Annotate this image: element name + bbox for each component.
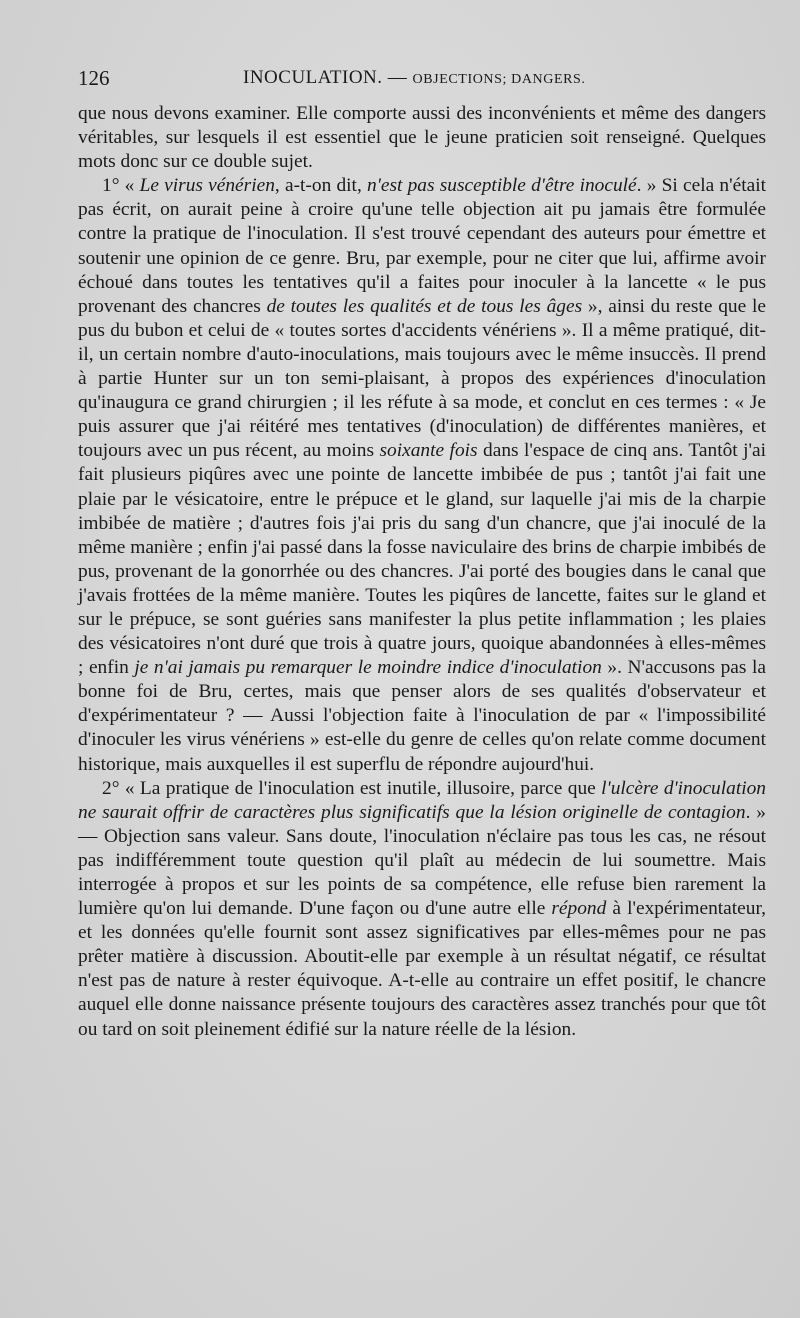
text-run: dans l'espace de cinq ans. Tantôt j'ai fait plusieurs piqûres avec une pointe de lancette imbibée de pus ; tantôt j'ai fait une plaie par le vésicatoire, entre le prépuce et le gland, sur laquelle j'ai mis de la charpie imbibée de matière ; d'autres fois j'ai pris du sang d'un chancre, que j'ai inoculé de la même manière ; enfin j'ai passé dans la fosse naviculaire des brins de charpie imbibés de pus, provenant de la gonorrhée ou des chancres. J'ai porté des bougies dans le canal que j'avais frottées de la même manière. Toutes les piqûres de lancette, faites sur le gland et sur le prépuce, se sont guéries sans manifester la plus petite inflammation ; les plaies des vésicatoires n'ont duré que trois à quatre jours, quoique abandonnées à elles-mêmes ; enfin (78, 440, 766, 679)
text-run: . » — Objection sans valeur. Sans doute, l'inoculation n'éclaire pas tous les cas, ne résout pas indifféremment toute question qu'il plaît au médecin de lui soumettre. Mais interrogée à propos et sur les points de sa compétence, elle refuse bien rarement la lumière qu'on lui demande. D'une façon ou d'une autre elle (78, 801, 766, 920)
italic-run: de toutes les qualités et de tous les âges (266, 295, 583, 317)
running-head-title: INOCULATION. (243, 67, 383, 88)
text-run: , a-t-on dit, (274, 175, 367, 197)
running-head (243, 67, 586, 89)
page-header (78, 66, 768, 92)
italic-run: n'est pas susceptible d'être inoculé (367, 175, 637, 197)
italic-run: soixante fois (379, 440, 478, 462)
running-head-subtitle: OBJECTIONS; DANGERS. (412, 72, 586, 87)
text-run: . » Si cela n'était pas écrit, on aurait peine à croire qu'une telle objection ait pu jamais être formulée contre la pratique de l'inoculation. Il s'est trouvé cependant des auteurs pour émettre et soutenir une opinion de ce genre. Bru, par exemple, pour ne citer que lui, affirme avoir échoué dans toutes les tentatives qu'il a faites pour inoculer à la lancette « le pus provenant des chancres (78, 175, 766, 317)
page-body (78, 102, 766, 1042)
page-number: 126 (78, 66, 110, 90)
italic-run: je n'ai jamais pu remarquer le moindre indice d'inoculation (134, 657, 602, 679)
text-run: ». N'accusons pas la bonne foi de Bru, certes, mais que penser alors de ses qualités d'observateur et d'expérimentateur ? — Aussi l'objection faite à l'inoculation de par « l'impossibilité d'inoculer les virus vénériens » est-elle du genre de celles qu'on relate comme document historique, mais auxquelles il est superflu de répondre aujourd'hui. (78, 657, 766, 775)
text-run: 1° « (102, 175, 140, 197)
italic-run: l'ulcère d'inoculation ne saurait offrir de caractères plus significatifs que la lésion originelle de contagion (78, 777, 766, 823)
paragraph-intro: que nous devons examiner. Elle comporte aussi des inconvénients et même des dangers véritables, sur lesquels il est essentiel que le jeune praticien soit renseigné. Quelques mots donc sur ce double sujet. (78, 103, 766, 173)
italic-run: répond (551, 898, 607, 920)
running-head-dash: — (387, 67, 408, 88)
paragraph-objection-1 (78, 174, 766, 776)
paragraph-objection-2 (78, 777, 766, 1042)
text-run: », ainsi du reste que le pus du bubon et celui de « toutes sortes d'accidents vénériens ». Il a même pratiqué, dit-il, un certain nombre d'auto-inoculations, mais toujours avec le même insuccès. Il prend à partie Hunter sur un ton semi-plaisant, à propos des expériences d'inoculation qu'inaugura ce grand chirurgien ; il les réfute à sa mode, et conclut en ces termes : « Je puis assurer que j'ai réitéré mes tentatives (d'inoculation) de différentes manières, et toujours avec un pus récent, au moins (78, 295, 766, 462)
italic-run: Le virus vénérien (139, 175, 275, 197)
text-run: 2° « La pratique de l'inoculation est inutile, illusoire, parce que (102, 777, 602, 799)
text-run: à l'expérimentateur, et les données qu'elle fournit sont assez significatives par elles-mêmes pour ne pas prêter matière à discussion. Aboutit-elle par exemple à un résultat négatif, ce résultat n'est pas de nature à rester équivoque. A-t-elle au contraire un effet positif, le chancre auquel elle donne naissance présente toujours des caractères assez tranchés pour que tôt ou tard on soit pleinement édifié sur la nature réelle de la lésion. (78, 898, 767, 1040)
